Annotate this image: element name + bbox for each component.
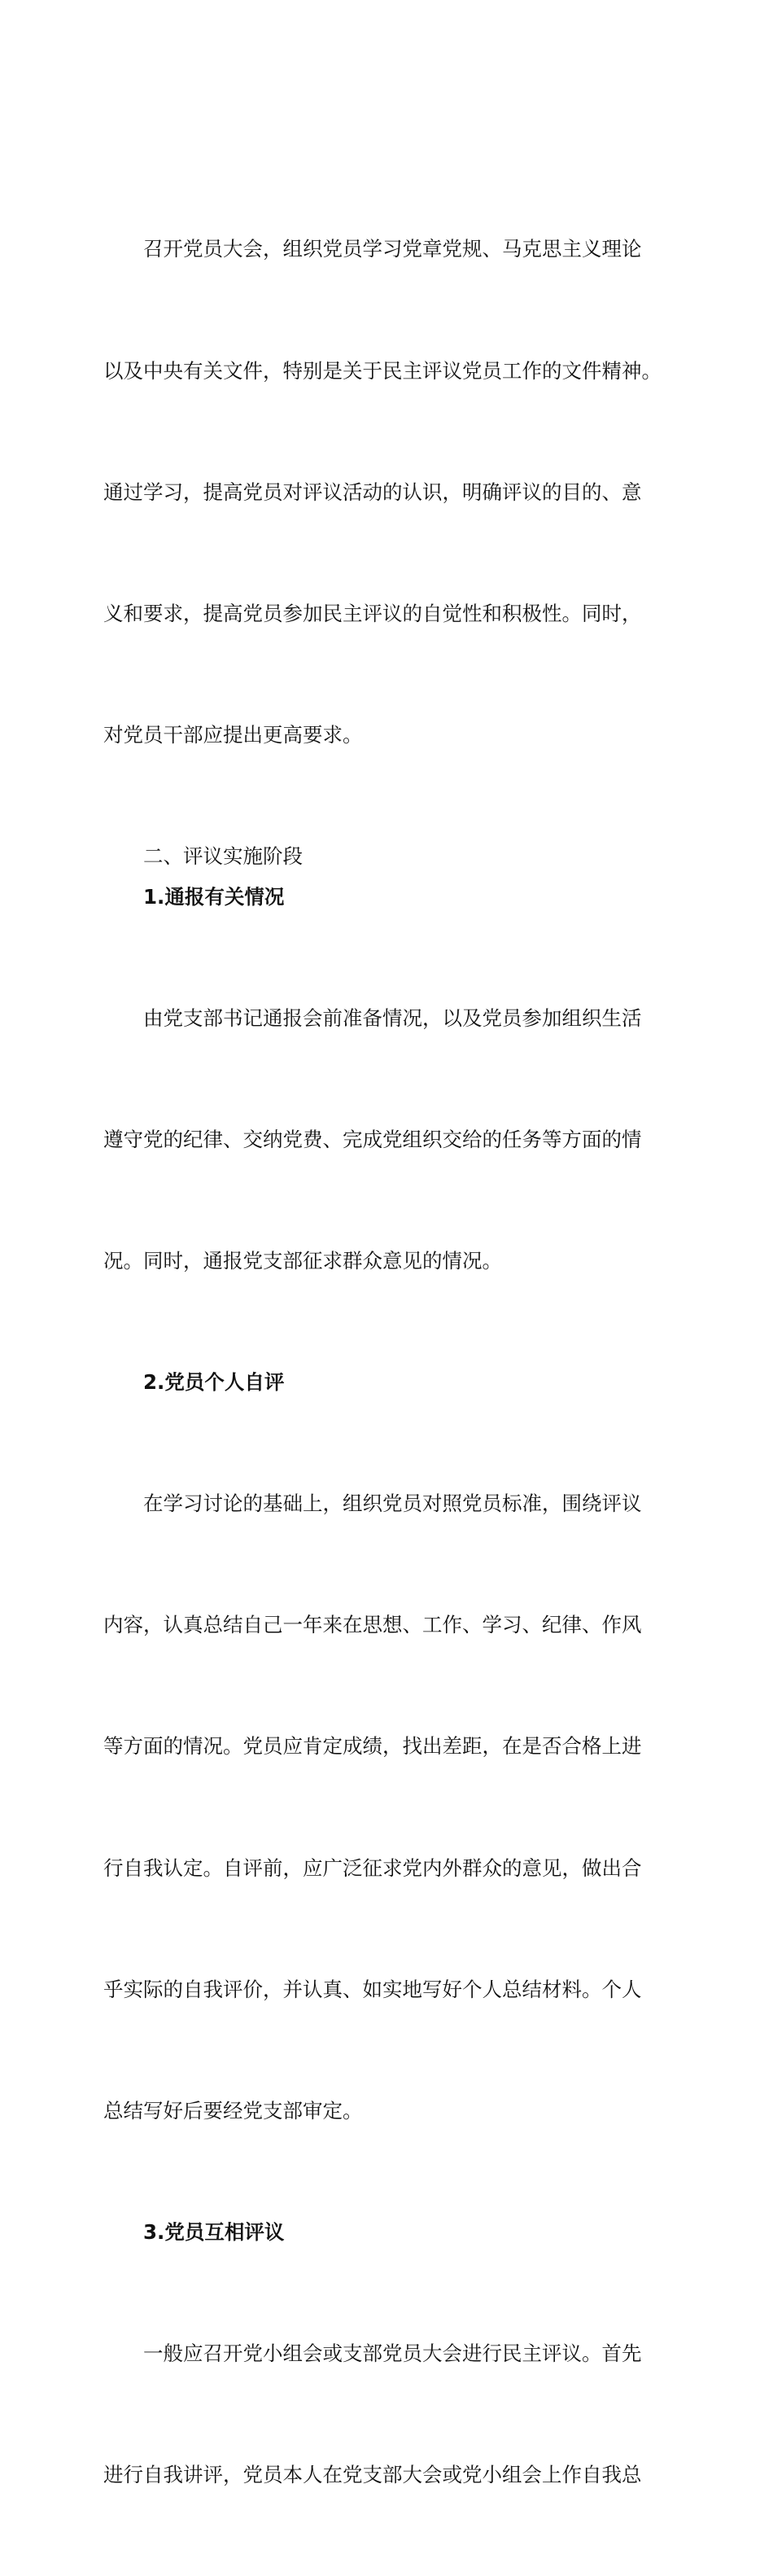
text-line: 以及中央有关文件，特别是关于民主评议党员工作的文件精神。 — [103, 358, 662, 383]
text-line: 召开党员大会，组织党员学习党章党规、马克思主义理论 — [143, 237, 642, 261]
document-body — [103, 148, 688, 2576]
text-line: 一般应召开党小组会或支部党员大会进行民主评议。首先 — [143, 2341, 642, 2365]
text-line: 乎实际的自我评价，并认真、如实地写好个人总结材料。个人 — [103, 1977, 642, 2001]
text-line: 遵守党的纪律、交纳党费、完成党组织交给的任务等方面的情 — [103, 1127, 642, 1151]
text-line: 义和要求，提高党员参加民主评议的自觉性和积极性。同时， — [103, 601, 642, 625]
paragraph-study-meeting — [103, 148, 688, 836]
paragraph-self-evaluation — [103, 1403, 688, 2212]
text-line: 等方面的情况。党员应肯定成绩，找出差距，在是否合格上进 — [103, 1734, 642, 1759]
text-line: 进行自我讲评，党员本人在党支部大会或党小组会上作自我总 — [103, 2463, 642, 2487]
paragraph-mutual-evaluation — [103, 2253, 688, 2576]
heading-report-situation: 1.通报有关情况 — [143, 884, 285, 909]
paragraph-report-situation — [103, 917, 688, 1362]
section-title-implementation: 二、评议实施阶段 — [143, 843, 303, 868]
text-line: 由党支部书记通报会前准备情况，以及党员参加组织生活 — [143, 1005, 642, 1030]
text-line: 对党员干部应提出更高要求。 — [103, 722, 363, 747]
text-line: 在学习讨论的基础上，组织党员对照党员标准，围绕评议 — [143, 1492, 642, 1516]
text-line: 行自我认定。自评前，应广泛征求党内外群众的意见，做出合 — [103, 1855, 642, 1880]
heading-mutual-evaluation: 3.党员互相评议 — [143, 2219, 285, 2244]
text-line: 总结写好后要经党支部审定。 — [103, 2098, 363, 2123]
text-line: 通过学习，提高党员对评议活动的认识，明确评议的目的、意 — [103, 480, 642, 504]
text-line: 况。同时，通报党支部征求群众意见的情况。 — [103, 1248, 502, 1273]
text-line: 内容，认真总结自己一年来在思想、工作、学习、纪律、作风 — [103, 1613, 642, 1637]
heading-self-evaluation: 2.党员个人自评 — [143, 1370, 285, 1395]
